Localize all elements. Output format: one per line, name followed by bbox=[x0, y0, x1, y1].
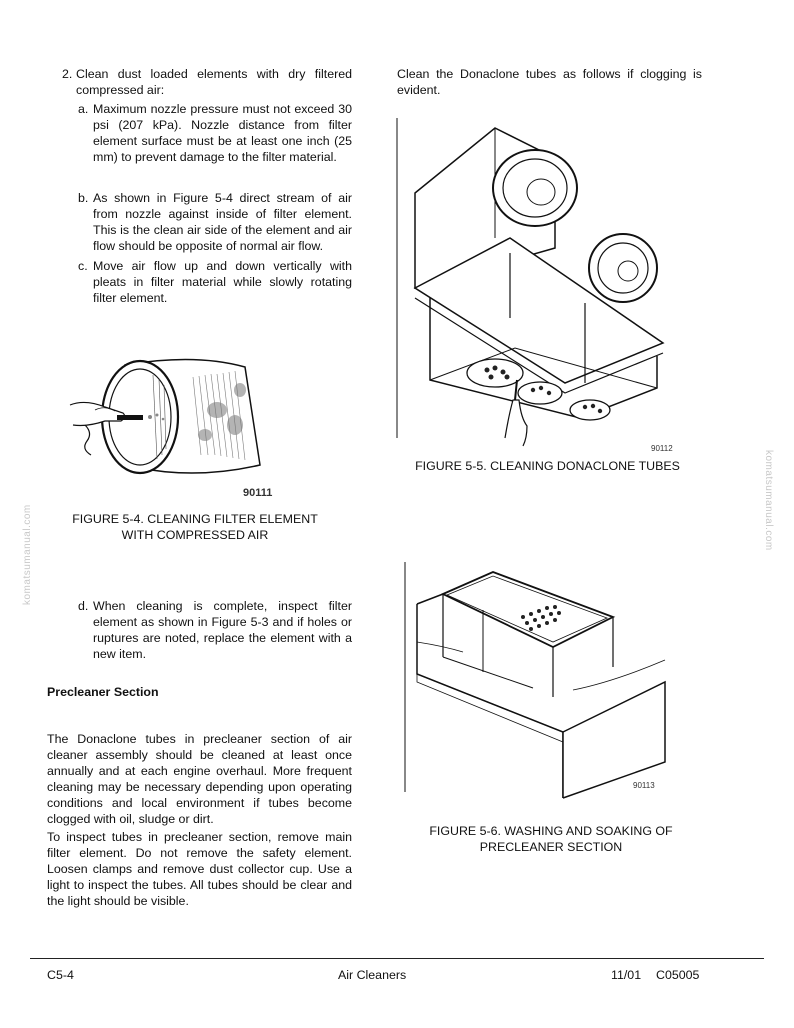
footer-code: C05005 bbox=[656, 968, 700, 982]
figure-5-4-caption-line1: FIGURE 5-4. CLEANING FILTER ELEMENT bbox=[72, 512, 318, 526]
figure-5-4-caption-line2: WITH COMPRESSED AIR bbox=[121, 528, 269, 542]
footer-rule bbox=[30, 958, 764, 959]
figure-5-6-caption-line1: FIGURE 5-6. WASHING AND SOAKING OF bbox=[429, 824, 673, 838]
step-2-number: 2. bbox=[62, 67, 73, 81]
figure-5-6-number: 90113 bbox=[633, 781, 655, 790]
figure-5-4-illustration bbox=[65, 355, 285, 485]
precleaner-paragraph-2: To inspect tubes in precleaner section, remove main filter element. Do not remove the safety element. Loosen clamps and remove dust collector cup. Use a light to inspect the tubes. All tubes should be clear and the light should be visible. bbox=[47, 830, 352, 908]
watermark-left: komatsumanual.com bbox=[22, 504, 33, 605]
figure-5-6-caption-line2: PRECLEANER SECTION bbox=[479, 840, 623, 854]
precleaner-paragraph-1: The Donaclone tubes in precleaner section of air cleaner assembly should be cleaned at least once annually and at each engine overhaul. More frequent cleaning may be necessary depending upon operating conditions and local environment if tubes become clogged with oil, sludge or dirt. bbox=[47, 732, 352, 826]
step-b-text: As shown in Figure 5-4 direct stream of air from nozzle against inside of filter element. This is the clean air side of the element and air flow should be opposite of normal air flow. bbox=[93, 191, 352, 253]
figure-5-4-caption bbox=[50, 511, 340, 543]
figure-5-5-illustration bbox=[395, 118, 675, 448]
figure-5-6-illustration bbox=[403, 562, 683, 802]
right-intro: Clean the Donaclone tubes as follows if clogging is evident. bbox=[397, 67, 702, 97]
step-d-letter: d. bbox=[78, 599, 89, 613]
step-a-text: Maximum nozzle pressure must not exceed 30 psi (207 kPa). Nozzle distance from filter element surface must be at least one inch (25 mm) to prevent damage to the filter material. bbox=[93, 102, 352, 164]
step-b bbox=[78, 190, 352, 254]
figure-5-5-caption: FIGURE 5-5. CLEANING DONACLONE TUBES bbox=[415, 459, 680, 473]
step-2 bbox=[62, 66, 352, 98]
step-a-letter: a. bbox=[78, 102, 89, 116]
footer-date: 11/01 bbox=[611, 968, 642, 982]
step-2-text: Clean dust loaded elements with dry filtered compressed air: bbox=[76, 67, 352, 97]
step-b-letter: b. bbox=[78, 191, 89, 205]
footer-page: C5-4 bbox=[47, 968, 74, 982]
step-c-text: Move air flow up and down vertically with pleats in filter material while slowly rotating filter element. bbox=[93, 259, 352, 305]
step-c bbox=[78, 258, 352, 306]
figure-5-5-number: 90112 bbox=[651, 444, 673, 453]
figure-5-4-number: 90111 bbox=[243, 487, 273, 499]
step-d bbox=[78, 598, 352, 662]
section-heading: Precleaner Section bbox=[47, 685, 159, 699]
footer-title: Air Cleaners bbox=[338, 968, 407, 982]
watermark-right: komatsumanual.com bbox=[763, 450, 774, 551]
step-c-letter: c. bbox=[78, 259, 88, 273]
figure-5-6-caption bbox=[400, 823, 702, 855]
step-d-text: When cleaning is complete, inspect filter element as shown in Figure 5-3 and if holes or ruptures are noted, replace the element with a new item. bbox=[93, 599, 352, 661]
step-a bbox=[78, 101, 352, 165]
